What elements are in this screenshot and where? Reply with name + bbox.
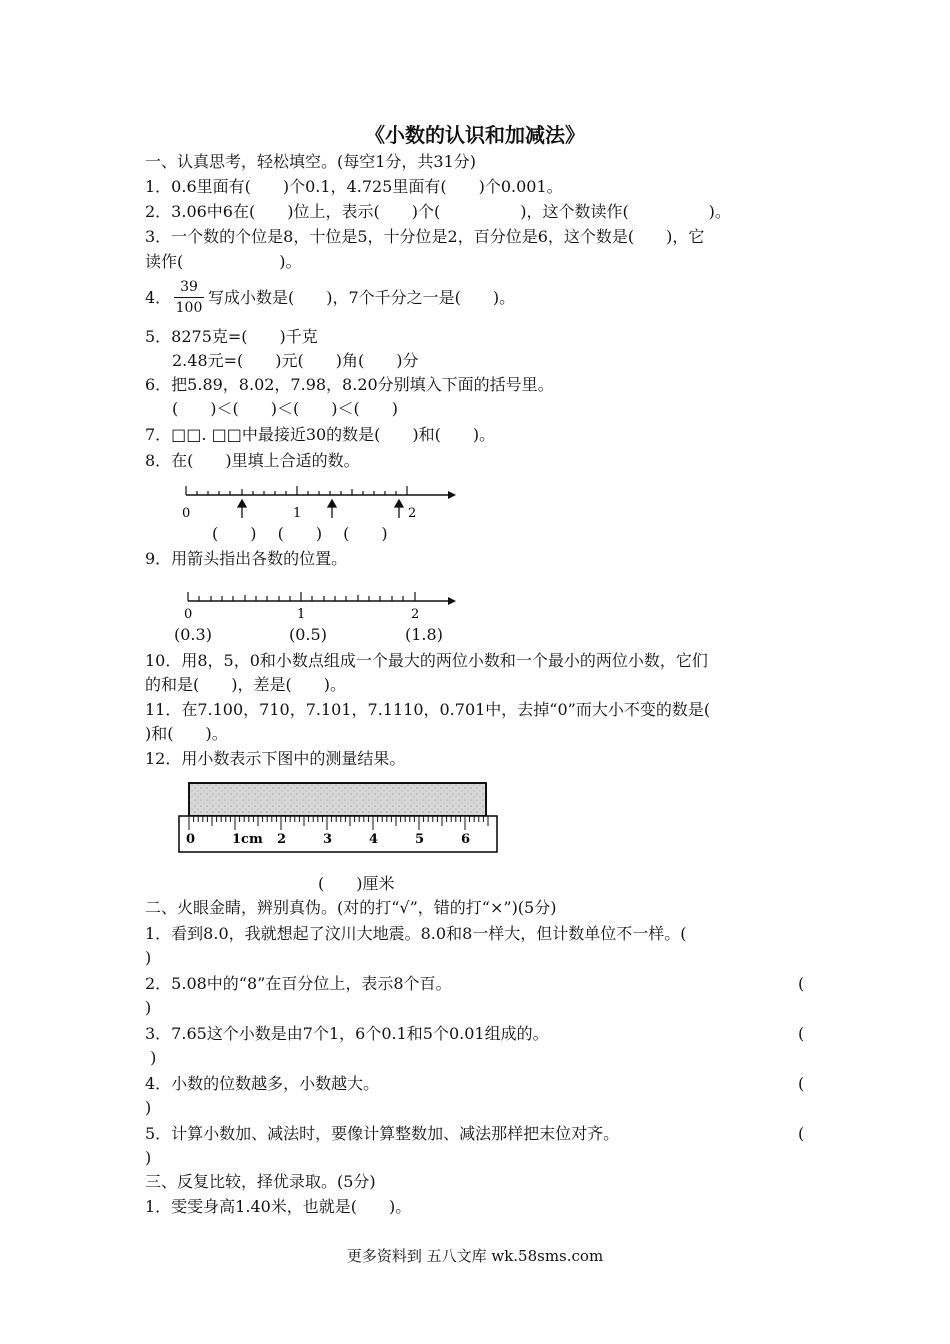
number-line-q8	[178, 478, 463, 526]
judge-item-2: 2．5.08中的“8”在百分位上，表示8个百。	[145, 974, 452, 993]
ruler-label-5: 5	[415, 832, 425, 847]
question-4-prefix: 4．	[145, 288, 172, 307]
judge-item-1: 1．看到8.0，我就想起了汶川大地震。8.0和8一样大，但计数单位不一样。(	[145, 924, 687, 943]
section1-heading: 一、认真思考，轻松填空。(每空1分，共31分)	[145, 152, 477, 171]
fraction-numerator: 39	[180, 279, 198, 295]
judge-item-5: 5．计算小数加、减法时，要像计算整数加、减法那样把末位对齐。	[145, 1124, 620, 1143]
ruler-figure	[176, 780, 502, 858]
value-1-8: (1.8)	[405, 625, 443, 644]
question-4-text: 写成小数是( )，7个千分之一是( )。	[208, 288, 516, 307]
fraction-bar	[174, 297, 204, 298]
number-line-q9	[178, 585, 463, 621]
question-7: 7．□□. □□中最接近30的数是( )和( )。	[145, 425, 496, 444]
question-8: 8．在( )里填上合适的数。	[145, 451, 360, 470]
question-3-line2: 读作( )。	[145, 252, 302, 271]
number-line-blanks: ( ) ( ) ( )	[212, 524, 388, 543]
judge-item-4-close: )	[145, 1098, 152, 1117]
question-9: 9．用箭头指出各数的位置。	[145, 549, 348, 568]
question-10-line2: 的和是( )，差是( )。	[145, 675, 346, 694]
ruler-answer: ( )厘米	[318, 874, 395, 893]
tick-label-1: 1	[297, 607, 306, 621]
ruler-label-3: 3	[323, 832, 333, 847]
question-11-line2: )和( )。	[145, 724, 228, 743]
judge-item-3-close: )	[145, 1048, 157, 1067]
section3-heading: 三、反复比较，择优录取。(5分)	[145, 1172, 376, 1191]
judge-item-5-open: (	[798, 1124, 805, 1143]
judge-item-4-open: (	[798, 1074, 805, 1093]
tick-label-0: 0	[184, 607, 193, 621]
fraction	[172, 279, 206, 316]
question-12: 12．用小数表示下图中的测量结果。	[145, 749, 406, 768]
ruler-label-2: 2	[277, 832, 287, 847]
tick-label-2: 2	[411, 607, 420, 621]
judge-item-1-close: )	[145, 948, 152, 967]
footer-link[interactable]: 更多资料到 五八文库 wk.58sms.com	[346, 1247, 604, 1265]
page-title: 《小数的认识和加减法》	[365, 123, 585, 147]
question-6-line1: 6．把5.89，8.02，7.98，8.20分别填入下面的括号里。	[145, 375, 554, 394]
tick-label-2: 2	[408, 506, 417, 521]
section2-heading: 二、火眼金睛，辨别真伪。(对的打“√”，错的打“×”)(5分)	[145, 898, 557, 917]
question-6-line2: ( )＜( )＜( )＜( )	[172, 399, 398, 418]
question-2: 2．3.06中6在( )位上，表示( )个( )，这个数读作( )。	[145, 202, 731, 221]
judge-item-4: 4．小数的位数越多，小数越大。	[145, 1074, 380, 1093]
fraction-denominator: 100	[175, 300, 203, 316]
question-5-line1: 5．8275克=( )千克	[145, 327, 318, 346]
question-5-line2: 2.48元=( )元( )角( )分	[172, 351, 419, 370]
judge-item-5-close: )	[145, 1148, 152, 1167]
judge-item-2-open: (	[798, 974, 805, 993]
ruler	[179, 816, 497, 852]
ruler-label-1cm: 1cm	[232, 832, 263, 847]
ruler-label-4: 4	[369, 832, 379, 847]
question-1: 1．0.6里面有( )个0.1，4.725里面有( )个0.001。	[145, 177, 563, 196]
tick-label-0: 0	[182, 506, 191, 521]
value-0-5: (0.5)	[289, 625, 327, 644]
question-11-line1: 11．在7.100，710，7.101，7.1110，0.701中，去掉“0”而大小不变的数是(	[145, 700, 711, 719]
judge-item-2-close: )	[145, 998, 152, 1017]
question-10-line1: 10．用8，5，0和小数点组成一个最大的两位小数和一个最小的两位小数，它们	[145, 651, 708, 670]
measured-object	[189, 783, 486, 816]
judge-item-3: 3．7.65这个小数是由7个1，6个0.1和5个0.01组成的。	[145, 1024, 549, 1043]
arrow-up-icon	[238, 500, 403, 518]
question-3-line1: 3．一个数的个位是8，十位是5，十分位是2，百分位是6，这个数是( )，它	[145, 227, 705, 246]
ruler-label-6: 6	[461, 832, 471, 847]
value-0-3: (0.3)	[174, 625, 212, 644]
choice-question-1: 1．雯雯身高1.40米，也就是( )。	[145, 1197, 412, 1216]
ruler-label-0: 0	[186, 832, 196, 847]
judge-item-3-open: (	[798, 1024, 805, 1043]
tick-label-1: 1	[293, 506, 302, 521]
